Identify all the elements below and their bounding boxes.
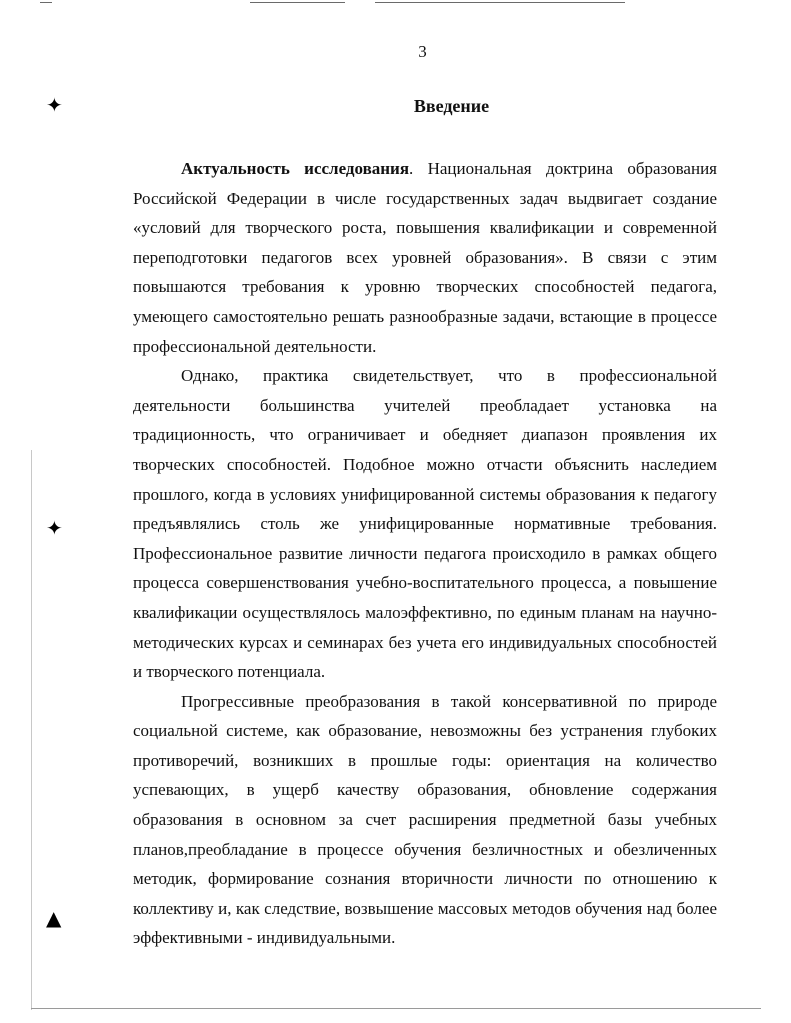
paragraph-1 — [133, 154, 717, 361]
punch-hole-mark-top: ✦ — [46, 93, 63, 117]
scan-bottom-rule — [31, 1008, 761, 1009]
punch-hole-mark-bottom: ▲ — [46, 906, 62, 930]
paragraph-1-text: . Национальная доктрина образования Российской Федерации в числе государственных задач выдвигает создание «условий для творческого роста, повышения квалификации и современной переподготовки педагогов всех уровней образования». В связи с этим повышаются требования к уровню творческих способностей педагога, умеющего самостоятельно решать разнообразные задачи, встающие в процессе профессиональной деятельности. — [133, 159, 717, 356]
punch-hole-mark-middle: ✦ — [46, 516, 63, 540]
body-text — [133, 154, 717, 953]
paragraph-3: Прогрессивные преобразования в такой консервативной по природе социальной системе, как образование, невозможны без устранения глубоких противоречий, возникших в прошлые годы: ориентация на количество успевающих, в ущерб качеству образования, обновление содержания образования в основном за счет расширения предметной базы учебных планов,преобладание в процессе обучения безличностных и обезличенных методик, формирование сознания вторичности личности по отношению к коллективу и, как следствие, возвышение массовых методов обучения над более эффективными - индивидуальными. — [133, 691, 717, 948]
page-number: 3 — [418, 42, 427, 61]
scan-top-rule-3 — [375, 2, 625, 3]
scan-top-rule-2 — [250, 2, 345, 3]
scan-top-rule-1 — [40, 2, 52, 3]
section-heading: Введение — [413, 96, 490, 116]
scan-left-margin-line — [31, 450, 32, 1010]
paragraph-2: Однако, практика свидетельствует, что в профессиональной деятельности большинства учителей преобладает установка на традиционность, что ограничивает и обедняет диапазон проявления их творческих способностей. Подобное можно отчасти объяснить наследием прошлого, когда в условиях унифицированной системы образования к педагогу предъявлялись столь же унифицированные нормативные требования. Профессиональное развитие личности педагога происходило в рамках общего процесса совершенствования учебно-воспитательного процесса, а повышение квалификации осуществлялось малоэффективно, по единым планам на научно-методических курсах и семинарах без учета его индивидуальных способностей и творческого потенциала. — [133, 366, 717, 682]
paragraph-lead: Актуальность исследования — [181, 159, 410, 178]
